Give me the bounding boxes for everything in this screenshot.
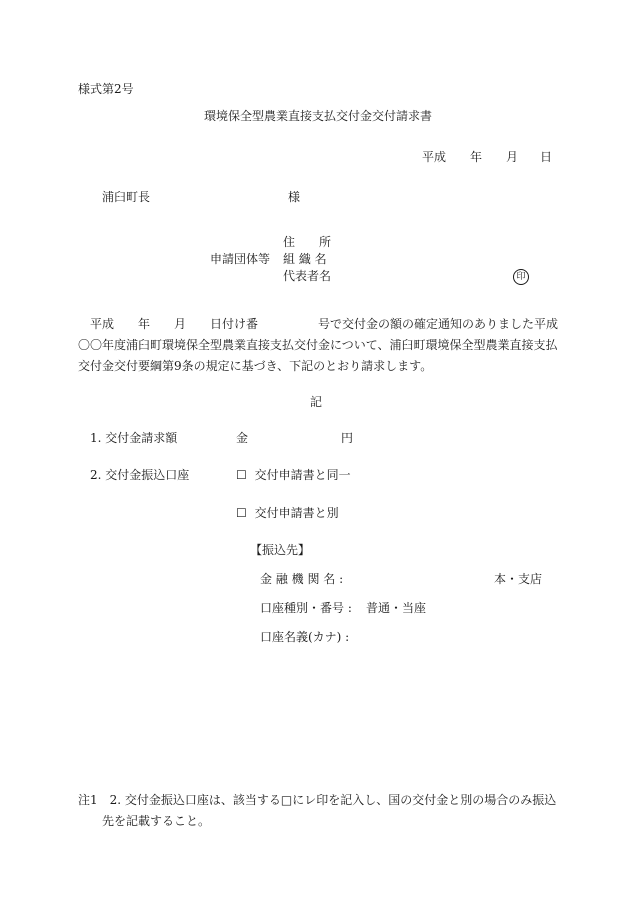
option-same-row xyxy=(236,468,351,482)
date-month: 月 xyxy=(506,150,519,164)
body-line: 平成 年 月 日付け番 号で交付金の額の確定通知のありました平成 xyxy=(78,317,559,331)
request-body xyxy=(78,314,558,377)
body-line: 〇〇年度浦臼町環境保全型農業直接支払交付金について、浦臼町環境保全型農業直接支払 xyxy=(78,338,558,352)
branch-label: 本・支店 xyxy=(494,572,543,586)
account-name-label: 口座名義(カナ) : xyxy=(260,630,350,644)
account-type-label: 口座種別・番号 : xyxy=(260,601,352,615)
address-label: 住 所 xyxy=(283,235,332,249)
footnote xyxy=(78,790,568,832)
option-separate-label: 交付申請書と別 xyxy=(254,506,339,520)
date-year: 年 xyxy=(470,150,483,164)
date-era: 平成 xyxy=(422,150,447,164)
account-type-value: 普通・当座 xyxy=(366,601,427,615)
date-day: 日 xyxy=(540,150,553,164)
note-line: 先を記載すること。 xyxy=(78,814,211,828)
transfer-heading: 【振込先】 xyxy=(250,543,311,557)
representative-label: 代表者名 xyxy=(283,269,332,283)
addressee-name: 浦臼町長 xyxy=(102,190,151,204)
checkbox-separate[interactable]: ☐ xyxy=(236,506,247,520)
option-separate-row xyxy=(236,506,339,520)
item1-label: 1. 交付金請求額 xyxy=(90,431,178,445)
bank-name-label: 金 融 機 関 名 : xyxy=(260,572,344,586)
body-line: 交付金交付要綱第9条の規定に基づき、下記のとおり請求します。 xyxy=(78,359,433,373)
form-number: 様式第2号 xyxy=(78,82,134,96)
ki-heading: 記 xyxy=(310,395,323,409)
organization-label: 組 織 名 xyxy=(283,252,327,266)
note-line: 注1 2. 交付金振込口座は、該当する□にレ印を記入し、国の交付金と別の場合のみ振込 xyxy=(78,793,557,807)
item2-label: 2. 交付金振込口座 xyxy=(90,468,190,482)
document-title: 環境保全型農業直接支払交付金交付請求書 xyxy=(204,109,433,123)
checkbox-same[interactable]: ☐ xyxy=(236,468,247,482)
option-same-label: 交付申請書と同一 xyxy=(254,468,351,482)
item1-yen: 円 xyxy=(341,431,354,445)
seal-glyph: 印 xyxy=(513,269,529,285)
addressee-honorific: 様 xyxy=(288,190,301,204)
seal-mark xyxy=(513,268,529,285)
item1-kin: 金 xyxy=(236,431,249,445)
applicant-group-label: 申請団体等 xyxy=(210,252,271,266)
